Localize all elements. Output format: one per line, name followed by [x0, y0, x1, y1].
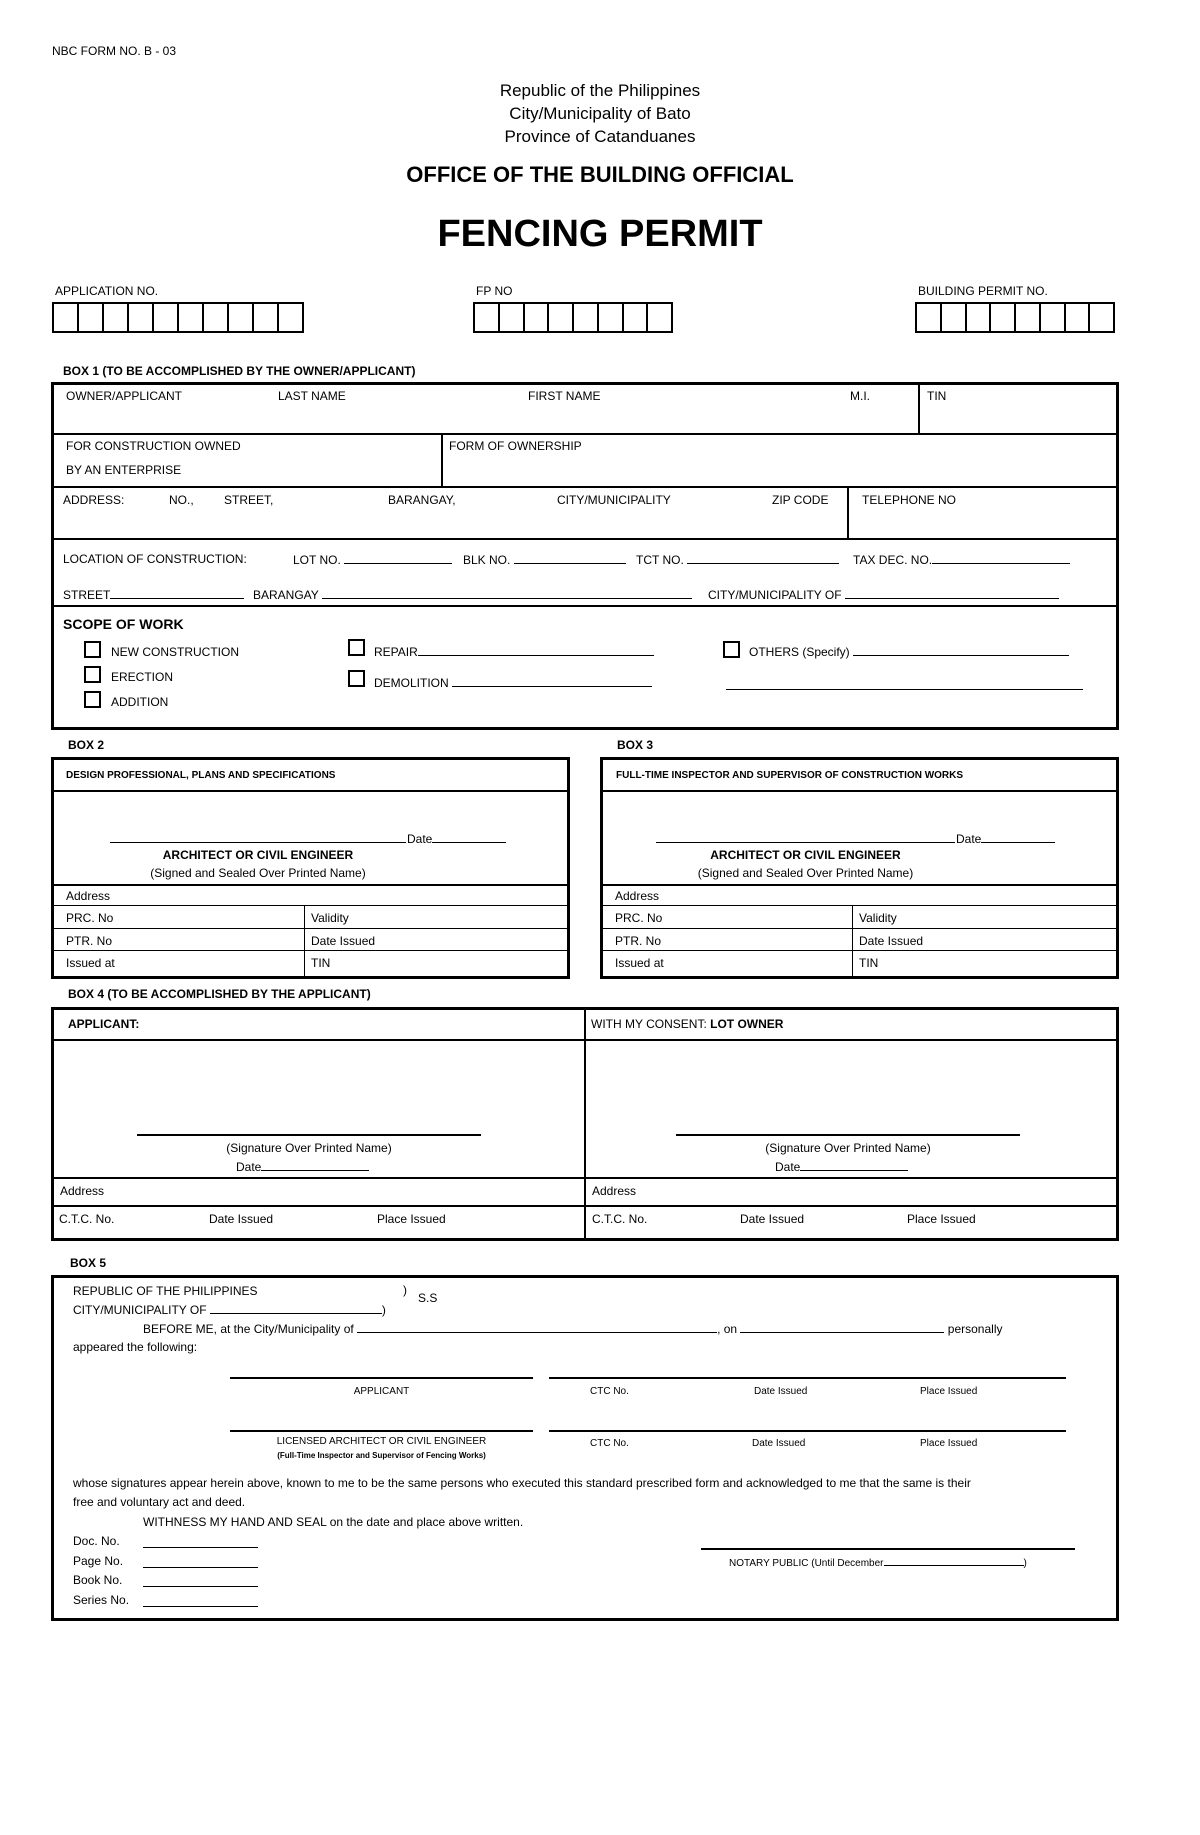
- box4-applicant-label: APPLICANT:: [68, 1017, 140, 1031]
- box5-engineer-ctc-label: CTC No.: [590, 1438, 629, 1449]
- address-no-label: NO.,: [169, 493, 194, 507]
- lot-owner-date-label: Date: [775, 1160, 801, 1174]
- divider: [51, 950, 570, 951]
- blk-no-label: BLK NO.: [463, 553, 511, 567]
- demolition-label: DEMOLITION: [374, 676, 449, 690]
- address-street-label: STREET,: [224, 493, 274, 507]
- building-permit-no-field[interactable]: [915, 302, 1115, 333]
- scope-title: SCOPE OF WORK: [63, 616, 184, 632]
- applicant-signature-line[interactable]: [137, 1134, 481, 1136]
- header-republic: Republic of the Philippines: [499, 81, 701, 100]
- divider: [51, 538, 1119, 540]
- box3-signer-note: (Signed and Sealed Over Printed Name): [697, 866, 914, 880]
- box5-applicant-ctc-line[interactable]: [549, 1377, 1066, 1379]
- book-no-label: Book No.: [73, 1573, 123, 1587]
- others-label: OTHERS (Specify): [749, 645, 850, 659]
- lot-no-label: LOT NO.: [293, 553, 341, 567]
- last-name-label: LAST NAME: [278, 389, 346, 403]
- box2-signer-note: (Signed and Sealed Over Printed Name): [150, 866, 366, 880]
- box5-licensed-label: LICENSED ARCHITECT OR CIVIL ENGINEER: [276, 1436, 487, 1447]
- box2-issued-at-label: Issued at: [66, 956, 115, 970]
- box5-engineer-place-issued-label: Place Issued: [920, 1438, 978, 1449]
- box4-owner-place-issued-label: Place Issued: [907, 1212, 976, 1226]
- divider: [51, 486, 1119, 488]
- location-barangay-field[interactable]: [253, 587, 692, 602]
- new-construction-label: NEW CONSTRUCTION: [111, 645, 239, 659]
- box3-date-field[interactable]: [956, 831, 1055, 846]
- box2-address-label: Address: [66, 889, 111, 903]
- tct-no-label: TCT NO.: [636, 553, 684, 567]
- divider: [852, 905, 853, 977]
- addition-label: ADDITION: [111, 695, 169, 709]
- box5-whose-1: whose signatures appear herein above, known to me to be the same persons who executed this standard prescribed form and acknowledged to me that the same is their: [73, 1476, 971, 1490]
- divider: [51, 1205, 1119, 1207]
- page-title: FENCING PERMIT: [437, 213, 763, 255]
- divider: [51, 790, 570, 792]
- box3-signer-title: ARCHITECT OR CIVIL ENGINEER: [710, 848, 901, 862]
- box3-validity-label: Validity: [859, 911, 897, 925]
- applicant-date-field[interactable]: [236, 1159, 369, 1174]
- box1-title: BOX 1 (TO BE ACCOMPLISHED BY THE OWNER/APPLICANT): [63, 364, 416, 378]
- divider: [918, 382, 920, 434]
- divider: [600, 905, 1119, 906]
- box5-before-me: BEFORE ME, at the City/Municipality of: [143, 1322, 354, 1336]
- series-no-label: Series No.: [73, 1593, 130, 1607]
- location-street-label: STREET: [63, 588, 111, 602]
- doc-no-field[interactable]: [143, 1547, 258, 1548]
- box5-appeared: appeared the following:: [73, 1340, 198, 1354]
- box3-tin-label: TIN: [859, 956, 879, 970]
- repair-field[interactable]: [374, 644, 654, 659]
- box5-ss: S.S: [418, 1291, 438, 1305]
- box5-whose-2: free and voluntary act and deed.: [73, 1495, 246, 1509]
- office-title: OFFICE OF THE BUILDING OFFICIAL: [406, 162, 794, 187]
- bracket-top: ): [403, 1283, 407, 1297]
- box5-licensed-note: (Full-Time Inspector and Supervisor of Fencing Works): [277, 1451, 486, 1460]
- addition-checkbox[interactable]: [84, 691, 101, 708]
- notary-signature-line[interactable]: [701, 1548, 1075, 1550]
- form-of-ownership-label: FORM OF OWNERSHIP: [449, 439, 582, 453]
- box4-owner-address-label: Address: [592, 1184, 637, 1198]
- divider: [847, 486, 849, 539]
- box5-engineer-signature-line[interactable]: [230, 1430, 533, 1432]
- mi-label: M.I.: [850, 389, 870, 403]
- box5-engineer-date-issued-label: Date Issued: [752, 1438, 806, 1449]
- box5-engineer-ctc-line[interactable]: [549, 1430, 1066, 1432]
- box5-city-blank[interactable]: [357, 1321, 717, 1333]
- box5-city-field[interactable]: CITY/MUNICIPALITY OF ): [73, 1303, 386, 1317]
- series-no-field[interactable]: [143, 1606, 258, 1607]
- owner-applicant-label: OWNER/APPLICANT: [66, 389, 183, 403]
- lot-owner-label: LOT OWNER: [710, 1017, 784, 1031]
- box4-applicant-place-issued-label: Place Issued: [377, 1212, 446, 1226]
- lot-owner-signature-line[interactable]: [676, 1134, 1020, 1136]
- box5-applicant-label: APPLICANT: [353, 1386, 410, 1397]
- box4-applicant-address-label: Address: [60, 1184, 105, 1198]
- repair-label: REPAIR: [374, 645, 418, 659]
- box4-applicant-date-issued-label: Date Issued: [209, 1212, 274, 1226]
- box2-date-label: Date: [407, 832, 433, 846]
- location-city-label: CITY/MUNICIPALITY OF: [708, 588, 842, 602]
- notary-label: NOTARY PUBLIC (Until December: [729, 1558, 884, 1569]
- divider: [51, 433, 1119, 435]
- applicant-date-label: Date: [236, 1160, 262, 1174]
- for-construction-label: FOR CONSTRUCTION OWNED: [66, 439, 241, 453]
- box3-title: FULL-TIME INSPECTOR AND SUPERVISOR OF CONSTRUCTION WORKS: [616, 770, 964, 781]
- box2-title: DESIGN PROFESSIONAL, PLANS AND SPECIFICATIONS: [66, 770, 336, 781]
- applicant-signature-note: (Signature Over Printed Name): [226, 1141, 392, 1155]
- box2-tin-label: TIN: [311, 956, 331, 970]
- box2-label: BOX 2: [68, 738, 105, 752]
- box3-prc-label: PRC. No: [615, 911, 663, 925]
- box4-owner-ctc-label: C.T.C. No.: [592, 1212, 648, 1226]
- tax-dec-no-field[interactable]: [853, 552, 1070, 567]
- fp-no-label: FP NO: [476, 284, 513, 298]
- box5-applicant-date-issued-label: Date Issued: [754, 1386, 808, 1397]
- box5-label: BOX 5: [70, 1256, 107, 1270]
- repair-checkbox[interactable]: [348, 639, 365, 656]
- box4-owner-date-issued-label: Date Issued: [740, 1212, 805, 1226]
- box4-title: BOX 4 (TO BE ACCOMPLISHED BY THE APPLICANT): [68, 987, 371, 1001]
- header-city: City/Municipality of Bato: [509, 104, 691, 123]
- box4-consent-label: [591, 1017, 783, 1031]
- tin-label: TIN: [927, 389, 947, 403]
- others-field[interactable]: [749, 644, 1069, 659]
- divider: [600, 790, 1119, 792]
- erection-checkbox[interactable]: [84, 666, 101, 683]
- page-no-field[interactable]: [143, 1567, 258, 1568]
- address-city-label: CITY/MUNICIPALITY: [557, 493, 671, 507]
- box2-prc-label: PRC. No: [66, 911, 114, 925]
- new-construction-checkbox[interactable]: [84, 641, 101, 658]
- form-number: NBC FORM NO. B - 03: [52, 44, 177, 58]
- box5-date-blank[interactable]: [740, 1321, 944, 1333]
- location-street-field[interactable]: [63, 587, 244, 602]
- erection-label: ERECTION: [111, 670, 174, 684]
- box5-city-label: CITY/MUNICIPALITY OF: [73, 1303, 207, 1317]
- box3-issued-at-label: Issued at: [615, 956, 664, 970]
- divider: [600, 950, 1119, 951]
- box3-date-label: Date: [956, 832, 982, 846]
- box4-applicant-ctc-label: C.T.C. No.: [59, 1212, 115, 1226]
- for-construction-label-2: BY AN ENTERPRISE: [66, 463, 182, 477]
- tax-dec-no-label: TAX DEC. NO.: [853, 553, 933, 567]
- divider: [600, 884, 1119, 886]
- others-checkbox[interactable]: [723, 641, 740, 658]
- application-no-field[interactable]: [52, 302, 304, 333]
- divider: [51, 1177, 1119, 1179]
- box2-date-field[interactable]: [407, 831, 506, 846]
- building-permit-no-label: BUILDING PERMIT NO.: [918, 284, 1048, 298]
- divider: [441, 433, 443, 487]
- address-label: ADDRESS:: [63, 493, 125, 507]
- address-barangay-label: BARANGAY,: [388, 493, 456, 507]
- box2-signer-title: ARCHITECT OR CIVIL ENGINEER: [162, 848, 354, 862]
- blk-no-field[interactable]: [463, 552, 626, 567]
- box5-applicant-signature-line[interactable]: [230, 1377, 533, 1379]
- location-label: LOCATION OF CONSTRUCTION:: [63, 552, 247, 566]
- box3-date-issued-label: Date Issued: [859, 934, 924, 948]
- page-no-label: Page No.: [73, 1554, 124, 1568]
- box2-ptr-label: PTR. No: [66, 934, 113, 948]
- box5-applicant-place-issued-label: Place Issued: [920, 1386, 978, 1397]
- box5-on: , on: [717, 1322, 738, 1336]
- first-name-label: FIRST NAME: [528, 389, 601, 403]
- lot-owner-signature-note: (Signature Over Printed Name): [765, 1141, 931, 1155]
- divider: [51, 1039, 1119, 1041]
- others-extra-line[interactable]: [726, 689, 1083, 690]
- box5-republic: REPUBLIC OF THE PHILIPPINES: [73, 1284, 258, 1298]
- divider: [304, 905, 305, 977]
- consent-text: WITH MY CONSENT:: [591, 1017, 707, 1031]
- box5-witness: WITHNESS MY HAND AND SEAL on the date and place above written.: [143, 1515, 524, 1529]
- header-province: Province of Catanduanes: [504, 127, 696, 146]
- location-barangay-label: BARANGAY: [253, 588, 319, 602]
- telephone-no-label: TELEPHONE NO: [862, 493, 957, 507]
- divider: [51, 905, 570, 906]
- box5-applicant-ctc-label: CTC No.: [590, 1386, 629, 1397]
- book-no-field[interactable]: [143, 1586, 258, 1587]
- box3-ptr-label: PTR. No: [615, 934, 662, 948]
- box3-label: BOX 3: [617, 738, 654, 752]
- location-city-field[interactable]: [708, 587, 1059, 602]
- box5-before-me-line: [143, 1321, 1002, 1336]
- zip-code-label: ZIP CODE: [772, 493, 829, 507]
- divider: [51, 928, 570, 929]
- box2-date-issued-label: Date Issued: [311, 934, 376, 948]
- application-no-label: APPLICATION NO.: [55, 284, 159, 298]
- box5-personally: personally: [947, 1322, 1003, 1336]
- box3-signature-line[interactable]: [656, 842, 955, 843]
- doc-no-label: Doc. No.: [73, 1534, 120, 1548]
- divider: [51, 605, 1119, 607]
- box3-address-label: Address: [615, 889, 660, 903]
- demolition-checkbox[interactable]: [348, 670, 365, 687]
- lot-no-field[interactable]: [293, 552, 452, 567]
- demolition-field[interactable]: [374, 675, 652, 690]
- notary-field[interactable]: NOTARY PUBLIC (Until December ): [729, 1558, 1027, 1569]
- lot-owner-date-field[interactable]: [775, 1159, 908, 1174]
- box2-signature-line[interactable]: [110, 842, 406, 843]
- tct-no-field[interactable]: [636, 552, 839, 567]
- divider: [51, 884, 570, 886]
- divider: [600, 928, 1119, 929]
- box2-validity-label: Validity: [311, 911, 349, 925]
- fp-no-field[interactable]: [473, 302, 673, 333]
